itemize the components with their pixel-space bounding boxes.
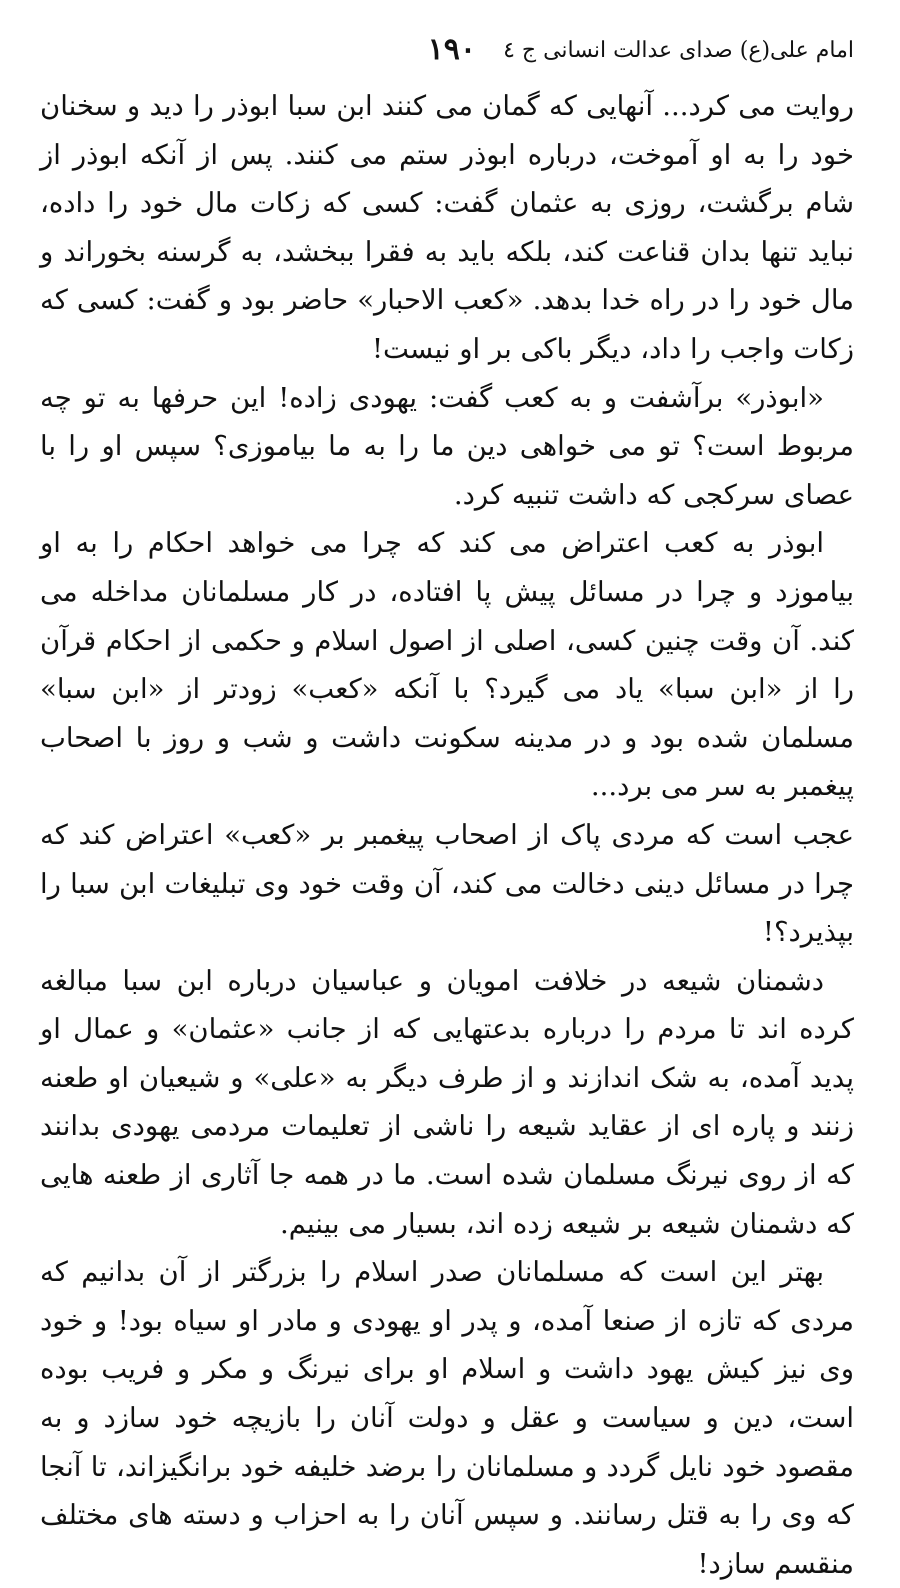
paragraph: دشمنان شیعه در خلافت امویان و عباسیان درباره ابن سبا مبالغه کرده اند تا مردم را درباره بدعتهایی که از جانب «عثمان» و عمال او پدید آمده، به شک اندازند و از طرف دیگر به «علی» و شیعیان او طعنه زنند و پاره ای از عقاید شیعه را ناشی از تعلیمات مردمی یهودی بدانند که از روی نیرنگ مسلمان شده است. ما در همه جا آثاری از طعنه هایی که دشمنان شیعه بر شیعه زده اند، بسیار می بینیم. (40, 964, 854, 1240)
page-number: ۱۹۰ (427, 32, 476, 67)
paragraph: روایت می کرد... آنهایی که گمان می کنند ابن سبا ابوذر را دید و سخنان خود را به او آموخت، درباره ابوذر ستم می کنند. پس از آنکه ابوذر از شام برگشت، روزی به عثمان گفت: کسی که زکات مال خود را داده، نباید تنها بدان قناعت کند، بلکه باید به فقرا ببخشد، به گرسنه بخوراند و مال خود را در راه خدا بدهد. «کعب الاحبار» حاضر بود و گفت: کسی که زکات واجب را داد، دیگر باکی بر او نیست! (40, 90, 854, 365)
paragraph: بهتر این است که مسلمانان صدر اسلام را بزرگتر از آن بدانیم که مردی که تازه از صنعا آمده، و پدر او یهودی و مادر او سیاه بود! و خود وی نیز کیش یهود داشت و اسلام او برای نیرنگ و مکر و فریب بوده است، دین و سیاست و عقل و دولت آنان را بازیچه خود سازد و به مقصود خود نایل گردد و مسلمانان را برضد خلیفه خود برانگیزاند، تا آنجا که وی را به قتل رسانند. و سپس آنان را به احزاب و دسته های مختلف منقسم سازد! (40, 1256, 854, 1580)
running-header (40, 32, 854, 72)
paragraph: عجب است که مردی پاک از اصحاب پیغمبر بر «کعب» اعتراض کند که چرا در مسائل دینی دخالت می کند، آن وقت خود وی تبلیغات ابن سبا را بپذیرد؟! (40, 818, 854, 949)
book-title: امام علی(ع) صدای عدالت انسانی ج ٤ (503, 38, 854, 63)
body-text (40, 82, 854, 1588)
paragraph: «ابوذر» برآشفت و به کعب گفت: یهودی زاده! این حرفها به تو چه مربوط است؟ تو می خواهی دین ما را به ما بیاموزی؟ سپس او را با عصای سرکجی که داشت تنبیه کرد. (40, 381, 854, 511)
paragraph: ابوذر به کعب اعتراض می کند که چرا می خواهد احکام را به او بیاموزد و چرا در مسائل پیش پا افتاده، در کار مسلمانان مداخله می کند. آن وقت چنین کسی، اصلی از اصول اسلام و حکمی از احکام قرآن را از «ابن سبا» یاد می گیرد؟ با آنکه «کعب» زودتر از «ابن سبا» مسلمان شده بود و در مدینه سکونت داشت و شب و روز با اصحاب پیغمبر به سر می برد... (40, 527, 854, 803)
